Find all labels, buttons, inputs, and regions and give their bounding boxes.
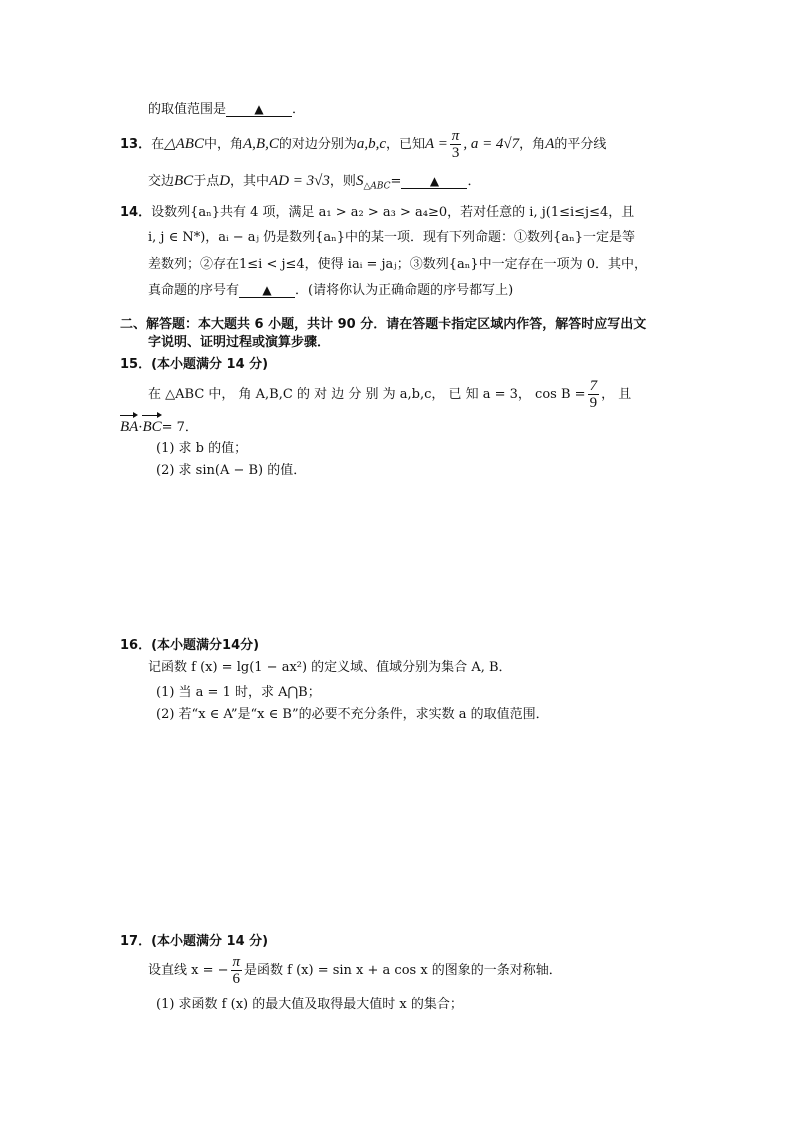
q15-text: = 7． bbox=[161, 420, 198, 435]
q16-part1 bbox=[156, 684, 321, 702]
fraction-denominator: 9 bbox=[589, 395, 598, 411]
q14-text: 设数列{aₙ}共有 4 项，满足 a₁ > a₂ > a₃ > a₄≥0，若对任意的 i, j(1≤i≤j≤4，且 bbox=[151, 205, 635, 220]
q13-text: 于点 bbox=[193, 174, 220, 189]
q14-line4 bbox=[148, 282, 513, 300]
q15-fraction bbox=[588, 378, 600, 411]
q12-text: 的取值范围是 bbox=[148, 102, 227, 117]
q13-text: ，则 bbox=[329, 174, 356, 189]
q14-line1 bbox=[120, 204, 634, 222]
fraction-denominator: 6 bbox=[232, 971, 241, 987]
q13-text: 交边 bbox=[148, 174, 175, 189]
q13-math: △ABC bbox=[164, 136, 204, 152]
q13-math: S bbox=[355, 173, 364, 189]
q13-line1 bbox=[120, 128, 606, 161]
q17-line1 bbox=[148, 954, 562, 987]
q14-number: 14． bbox=[120, 205, 152, 220]
q13-text: ，已知 bbox=[386, 137, 426, 152]
q17-fraction bbox=[231, 954, 243, 987]
q13-end: ． bbox=[467, 174, 481, 189]
q13-text: 的对边分别为 bbox=[278, 137, 357, 152]
q17-text: 设直线 x = − bbox=[148, 963, 229, 978]
q13-math: D bbox=[219, 173, 231, 189]
q13-math: A,B,C bbox=[243, 136, 279, 152]
q17-text: 是函数 f (x) = sin x + a cos x 的图象的一条对称轴． bbox=[244, 963, 562, 978]
q15-line2 bbox=[120, 418, 198, 437]
q13-math: BC bbox=[174, 173, 194, 189]
section2-heading bbox=[120, 316, 646, 334]
q12-answer-blank: ▲ bbox=[226, 102, 292, 117]
q14-text: ．(请将你认为正确命题的序号都写上) bbox=[295, 283, 514, 298]
q13-math: , a = 4√7 bbox=[463, 136, 520, 152]
q13-fraction bbox=[450, 128, 462, 161]
q13-text: ，其中 bbox=[230, 174, 270, 189]
q15-header bbox=[120, 356, 268, 374]
q16-header bbox=[120, 637, 259, 655]
q16-part1-text: (1) 当 a = 1 时，求 A⋂B； bbox=[156, 685, 321, 700]
q17-title: 17．(本小题满分 14 分) bbox=[120, 934, 269, 949]
q13-math: a,b,c bbox=[356, 136, 387, 152]
q14-text: i, j ∈ N*)，aᵢ − aⱼ 仍是数列{aₙ}中的某一项．现有下列命题：①数列{aₙ}一定是等 bbox=[148, 230, 635, 245]
fraction-numerator: π bbox=[451, 128, 460, 144]
q13-math: AD = 3√3 bbox=[269, 173, 330, 189]
q16-text: 记函数 f (x) = lg(1 − ax²) 的定义域、值域分别为集合 A, B． bbox=[148, 660, 512, 675]
q15-part2 bbox=[156, 462, 306, 480]
q13-text: ，角 bbox=[519, 137, 546, 152]
q13-answer-blank: ▲ bbox=[401, 174, 467, 189]
q13-math: A bbox=[545, 136, 555, 152]
q16-line1 bbox=[148, 659, 512, 677]
dot-operator: · bbox=[138, 420, 143, 435]
fraction-numerator: π bbox=[232, 954, 241, 970]
q17-part1 bbox=[156, 996, 463, 1014]
q13-text: = bbox=[390, 174, 402, 189]
q15-text: 在 △ABC 中， 角 A,B,C 的 对 边 分 别 为 a,b,c， 已 知 a = 3， cos B = bbox=[148, 387, 586, 402]
q15-text: ， 且 bbox=[601, 387, 632, 402]
q13-line2 bbox=[148, 172, 480, 196]
q13-number: 13． bbox=[120, 137, 152, 152]
q14-text: 差数列；②存在1≤i < j≤4，使得 iaᵢ = jaⱼ；③数列{aₙ}中一定存在一项为 0．其中， bbox=[148, 257, 648, 272]
section2-text: 字说明、证明过程或演算步骤． bbox=[148, 335, 331, 350]
q15-part1-text: (1) 求 b 的值； bbox=[156, 441, 248, 456]
q16-title: 16．(本小题满分14分) bbox=[120, 638, 260, 653]
vector-ba: BA bbox=[120, 419, 139, 435]
q13-text: 中，角 bbox=[203, 137, 243, 152]
q14-text: 真命题的序号有 bbox=[148, 283, 240, 298]
q14-line3 bbox=[148, 256, 647, 274]
q15-line1 bbox=[148, 378, 631, 411]
q14-answer-blank: ▲ bbox=[239, 283, 295, 298]
q12-continuation bbox=[148, 101, 305, 119]
section2-heading-cont bbox=[148, 334, 330, 352]
q12-end: ． bbox=[292, 102, 306, 117]
vector-bc: BC bbox=[142, 419, 162, 435]
q13-math: A = bbox=[425, 136, 448, 152]
q13-subscript: △ABC bbox=[363, 181, 391, 192]
q17-header bbox=[120, 933, 268, 951]
q14-line2 bbox=[148, 229, 635, 247]
q15-part2-text: (2) 求 sin(A − B) 的值． bbox=[156, 463, 307, 478]
fraction-denominator: 3 bbox=[451, 145, 460, 161]
q15-part1 bbox=[156, 440, 247, 458]
section2-text: 二、解答题：本大题共 6 小题，共计 90 分．请在答题卡指定区域内作答，解答时应写出文 bbox=[120, 317, 647, 332]
q16-part2-text: (2) 若“x ∈ A”是“x ∈ B”的必要不充分条件，求实数 a 的取值范围． bbox=[156, 707, 549, 722]
q15-title: 15．(本小题满分 14 分) bbox=[120, 357, 269, 372]
fraction-numerator: 7 bbox=[589, 378, 598, 394]
q16-part2 bbox=[156, 706, 549, 724]
q17-part1-text: (1) 求函数 f (x) 的最大值及取得最大值时 x 的集合； bbox=[156, 997, 463, 1012]
q13-text: 的平分线 bbox=[554, 137, 607, 152]
q13-text: 在 bbox=[151, 137, 165, 152]
